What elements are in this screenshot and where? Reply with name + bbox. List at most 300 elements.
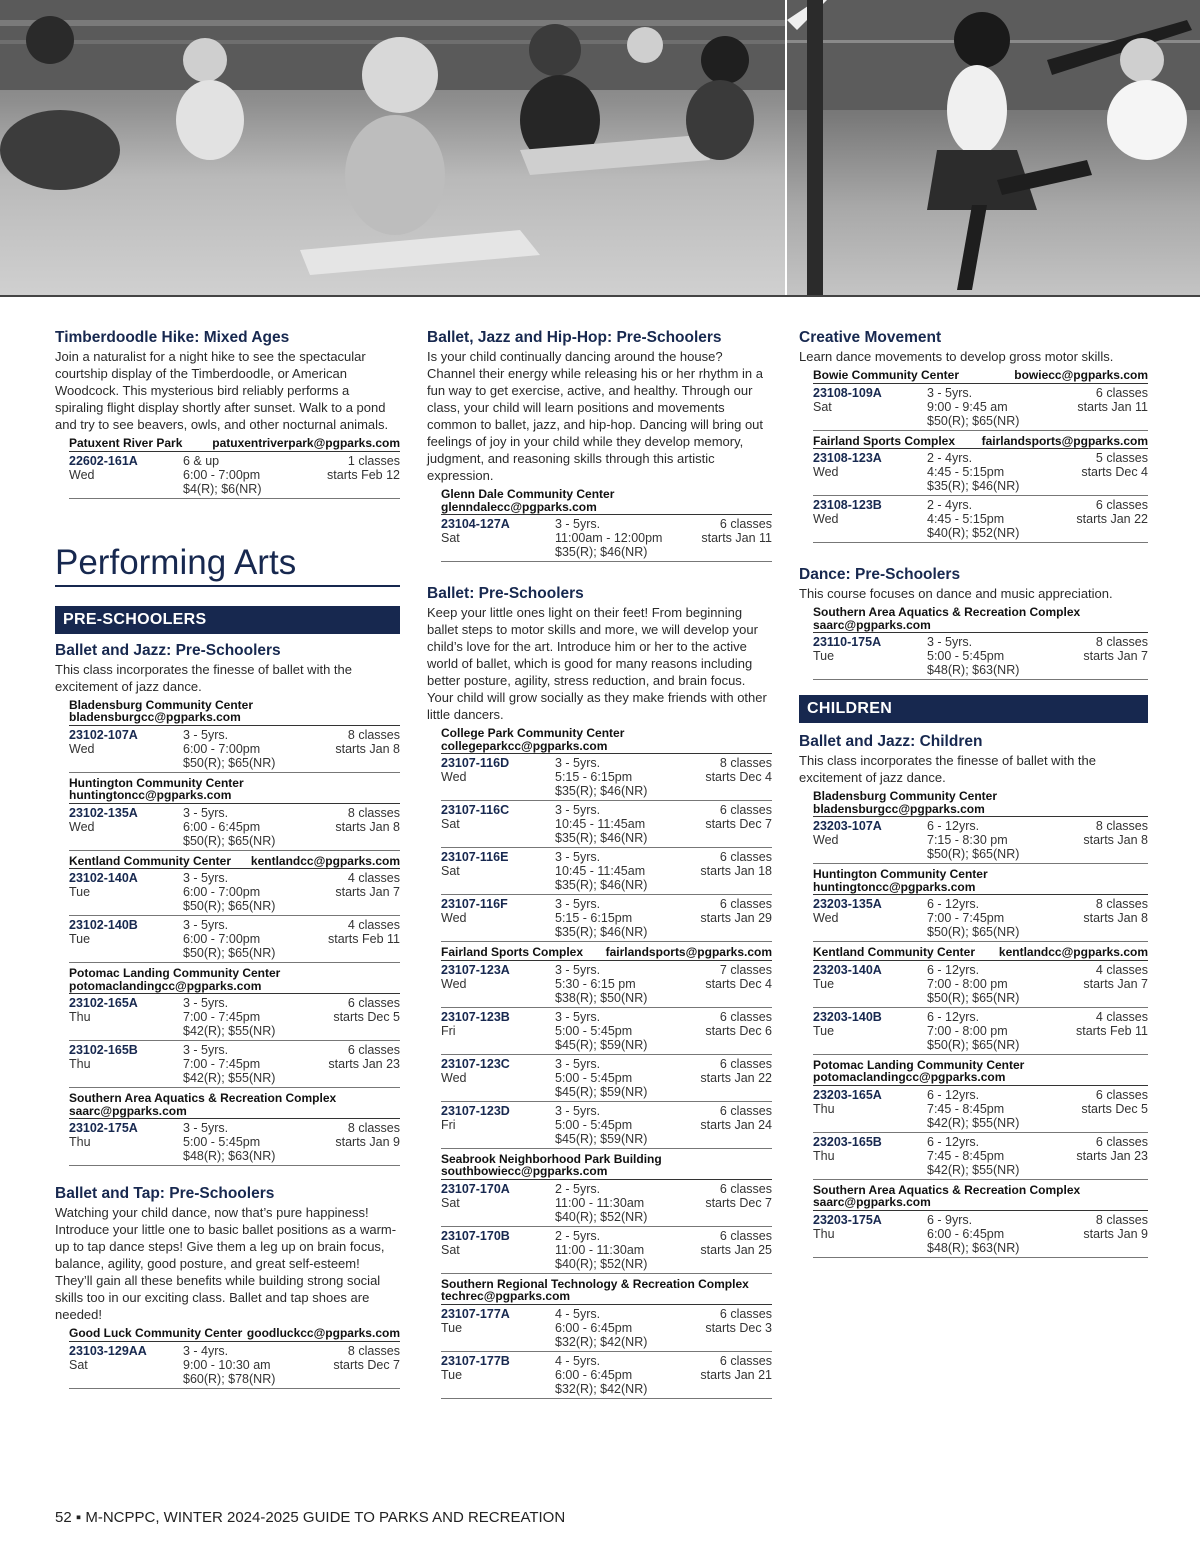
session-row bbox=[441, 1352, 772, 1399]
session-fee: $50(R); $65(NR) bbox=[927, 847, 1020, 861]
session-code: 23104-127A bbox=[441, 517, 510, 531]
session-fee: $4(R); $6(NR) bbox=[183, 481, 262, 496]
location-email[interactable]: potomaclandingcc@pgparks.com bbox=[813, 1070, 1006, 1084]
program-creative-movement bbox=[799, 328, 1148, 543]
session-ages: 2 - 5yrs. bbox=[555, 1228, 601, 1243]
session-fee: $38(R); $50(NR) bbox=[555, 990, 648, 1005]
session-time: 6:00 - 6:45pm bbox=[927, 1226, 1005, 1241]
session-fee: $35(R); $46(NR) bbox=[555, 545, 648, 559]
session-start: starts Jan 11 bbox=[701, 531, 772, 545]
location-name: Good Luck Community Center bbox=[69, 1326, 243, 1340]
session-time: 7:00 - 8:00 pm bbox=[927, 976, 1008, 991]
session-day: Tue bbox=[69, 932, 91, 946]
session-count: 6 classes bbox=[719, 517, 772, 531]
location-email[interactable]: huntingtoncc@pgparks.com bbox=[813, 879, 976, 894]
session-time: 7:00 - 7:45pm bbox=[183, 1057, 261, 1071]
session-start: starts Jan 7 bbox=[1083, 976, 1148, 991]
session-count: 8 classes bbox=[719, 756, 772, 770]
session-code: 23203-165B bbox=[813, 1134, 882, 1149]
program-ballet-jazz-hiphop bbox=[427, 328, 772, 562]
session-day: Tue bbox=[813, 649, 835, 663]
session-count: 6 classes bbox=[719, 1009, 772, 1024]
session-start: starts Feb 12 bbox=[327, 467, 400, 482]
session-row bbox=[69, 452, 400, 499]
location-name: Kentland Community Center bbox=[69, 853, 232, 868]
session-code: 23203-107A bbox=[813, 819, 882, 833]
session-start: starts Feb 11 bbox=[1075, 1023, 1148, 1038]
session-time: 7:00 - 8:00 pm bbox=[927, 1023, 1008, 1038]
location-header bbox=[69, 1092, 400, 1119]
session-fee: $50(R); $65(NR) bbox=[183, 946, 276, 960]
session-row bbox=[69, 994, 400, 1041]
session-day: Tue bbox=[813, 1023, 835, 1038]
session-time: 6:00 - 6:45pm bbox=[555, 1320, 633, 1335]
session-row bbox=[441, 961, 772, 1008]
session-row bbox=[813, 1133, 1148, 1180]
session-count: 1 classes bbox=[347, 453, 400, 468]
program-title: Timberdoodle Hike: Mixed Ages bbox=[55, 329, 290, 346]
session-row bbox=[441, 1008, 772, 1055]
session-row bbox=[69, 916, 400, 963]
session-fee: $42(R); $55(NR) bbox=[927, 1115, 1020, 1130]
session-time: 7:45 - 8:45pm bbox=[927, 1101, 1005, 1116]
program-description: Learn dance movements to develop gross motor skills. bbox=[799, 349, 1114, 364]
session-start: starts Jan 18 bbox=[700, 864, 772, 878]
session-fee: $40(R); $52(NR) bbox=[927, 526, 1020, 540]
location-email[interactable]: glenndalecc@pgparks.com bbox=[441, 499, 597, 514]
program-listing bbox=[813, 369, 1148, 543]
session-time: 6:00 - 7:00pm bbox=[183, 467, 261, 482]
session-code: 23107-116C bbox=[441, 803, 510, 817]
session-count: 6 classes bbox=[719, 1306, 772, 1321]
session-ages: 3 - 5yrs. bbox=[555, 962, 601, 977]
session-day: Fri bbox=[441, 1117, 456, 1132]
session-code: 23102-107A bbox=[69, 727, 138, 742]
session-time: 5:15 - 6:15pm bbox=[555, 770, 633, 784]
session-code: 23203-135A bbox=[813, 897, 882, 911]
session-ages: 3 - 5yrs. bbox=[183, 918, 229, 932]
program-description: Keep your little ones light on their feet! From beginning ballet steps to motor skills and more, we will develop your child’s love for the art. Introduce him or her to the active world of ballet, which is good for many reasons including better posture, agility, stress reduction, and brain focus. Your child will grow socially as they make friends with other little dancers. bbox=[427, 605, 767, 722]
session-code: 23107-123D bbox=[441, 1103, 510, 1118]
location-name: College Park Community Center bbox=[441, 726, 625, 740]
session-fee: $50(R); $65(NR) bbox=[927, 1037, 1020, 1052]
session-fee: $32(R); $42(NR) bbox=[555, 1381, 648, 1396]
location-name: Southern Area Aquatics & Recreation Complex bbox=[813, 605, 1081, 619]
session-code: 23107-177B bbox=[441, 1353, 510, 1368]
session-fee: $60(R); $78(NR) bbox=[183, 1371, 276, 1386]
session-time: 5:30 - 6:15 pm bbox=[555, 976, 636, 991]
location-name: Southern Regional Technology & Recreation Complex bbox=[441, 1276, 749, 1291]
location-email[interactable]: patuxentriverpark@pgparks.com bbox=[212, 436, 400, 450]
session-day: Sat bbox=[441, 864, 460, 878]
session-fee: $35(R); $46(NR) bbox=[555, 925, 648, 939]
session-code: 23203-175A bbox=[813, 1212, 882, 1227]
session-start: starts Dec 7 bbox=[705, 817, 772, 831]
session-ages: 3 - 5yrs. bbox=[555, 850, 601, 864]
program-ballet-preschoolers bbox=[427, 584, 772, 1399]
session-time: 11:00 - 11:30am bbox=[555, 1242, 645, 1257]
session-row bbox=[441, 895, 772, 942]
session-day: Wed bbox=[813, 512, 839, 526]
session-ages: 2 - 5yrs. bbox=[555, 1181, 601, 1196]
session-time: 9:00 - 10:30 am bbox=[183, 1357, 271, 1372]
location-email[interactable]: techrec@pgparks.com bbox=[441, 1289, 571, 1303]
session-time: 5:00 - 5:45pm bbox=[555, 1117, 633, 1132]
program-description: This class incorporates the finesse of ballet with the excitement of jazz dance. bbox=[799, 753, 1096, 785]
program-description: This class incorporates the finesse of ballet with the excitement of jazz dance. bbox=[55, 661, 352, 694]
session-time: 7:00 - 7:45pm bbox=[183, 1010, 261, 1024]
session-count: 8 classes bbox=[1095, 819, 1148, 833]
age-band-preschoolers: PRE-SCHOOLERS bbox=[55, 606, 400, 634]
session-fee: $48(R); $63(NR) bbox=[927, 1240, 1020, 1255]
session-code: 23107-123A bbox=[441, 962, 510, 977]
program-timberdoodle-hike bbox=[55, 328, 400, 499]
session-day: Wed bbox=[813, 833, 839, 847]
session-start: starts Dec 3 bbox=[705, 1320, 772, 1335]
session-ages: 3 - 5yrs. bbox=[183, 871, 229, 885]
location-email[interactable]: potomaclandingcc@pgparks.com bbox=[69, 978, 262, 993]
session-ages: 3 - 5yrs. bbox=[555, 803, 601, 817]
session-row bbox=[441, 515, 772, 562]
program-description: This course focuses on dance and music appreciation. bbox=[799, 586, 1113, 601]
program-description: Is your child continually dancing around the house? Channel their energy while releasing his or her rhythm in a fun way to get exercise, active, and healthy. Through our class, your child will learn positions and movements common to ballet, jazz, and hip-hop. Dancing will bring out feelings of joy in your child while they develop memory, judgment, and reasoning skills through this artistic expression. bbox=[427, 349, 764, 483]
session-day: Sat bbox=[441, 817, 460, 831]
location-email[interactable]: huntingtoncc@pgparks.com bbox=[69, 788, 232, 802]
session-ages: 3 - 5yrs. bbox=[183, 1043, 229, 1057]
session-ages: 3 - 5yrs. bbox=[555, 1056, 601, 1071]
session-day: Wed bbox=[813, 465, 839, 479]
session-count: 5 classes bbox=[1095, 451, 1148, 465]
session-row bbox=[813, 1211, 1148, 1258]
session-ages: 4 - 5yrs. bbox=[555, 1306, 601, 1321]
program-ballet-jazz-preschoolers bbox=[55, 641, 400, 1167]
session-row bbox=[69, 1119, 400, 1166]
session-ages: 3 - 5yrs. bbox=[555, 1009, 601, 1024]
session-count: 6 classes bbox=[347, 996, 400, 1010]
location-email[interactable]: collegeparkcc@pgparks.com bbox=[441, 738, 608, 753]
session-start: starts Dec 4 bbox=[1081, 465, 1148, 479]
session-time: 4:45 - 5:15pm bbox=[927, 512, 1005, 526]
location-name: Fairland Sports Complex bbox=[441, 945, 584, 959]
session-code: 22602-161A bbox=[69, 453, 138, 468]
session-ages: 3 - 5yrs. bbox=[927, 635, 973, 649]
location-header bbox=[69, 699, 400, 726]
session-time: 4:45 - 5:15pm bbox=[927, 465, 1005, 479]
location-email[interactable]: kentlandcc@pgparks.com bbox=[250, 853, 400, 868]
session-fee: $32(R); $42(NR) bbox=[555, 1334, 648, 1349]
location-header bbox=[813, 946, 1148, 961]
session-fee: $50(R); $65(NR) bbox=[183, 899, 276, 913]
session-row bbox=[441, 801, 772, 848]
session-day: Sat bbox=[69, 1357, 88, 1372]
session-count: 6 classes bbox=[719, 1228, 772, 1243]
session-start: starts Jan 8 bbox=[335, 741, 400, 756]
session-row bbox=[813, 384, 1148, 431]
session-ages: 6 - 9yrs. bbox=[927, 1212, 973, 1227]
session-fee: $50(R); $65(NR) bbox=[927, 925, 1020, 939]
session-time: 6:00 - 6:45pm bbox=[183, 819, 261, 834]
session-time: 6:00 - 7:00pm bbox=[183, 741, 261, 756]
session-time: 10:45 - 11:45am bbox=[555, 817, 646, 831]
session-count: 4 classes bbox=[347, 871, 400, 885]
session-start: starts Dec 7 bbox=[705, 1195, 772, 1210]
session-count: 6 classes bbox=[719, 1353, 772, 1368]
location-header bbox=[441, 946, 772, 961]
session-fee: $45(R); $59(NR) bbox=[555, 1037, 648, 1052]
session-row bbox=[441, 754, 772, 801]
session-code: 23110-175A bbox=[813, 635, 882, 649]
program-title: Ballet, Jazz and Hip-Hop: Pre-Schoolers bbox=[427, 329, 722, 346]
session-row bbox=[441, 848, 772, 895]
session-ages: 6 - 12yrs. bbox=[927, 962, 980, 977]
session-start: starts Jan 21 bbox=[700, 1367, 772, 1382]
session-code: 23203-165A bbox=[813, 1087, 882, 1102]
location-name: Huntington Community Center bbox=[69, 775, 244, 790]
session-code: 23102-165B bbox=[69, 1043, 138, 1057]
session-ages: 3 - 5yrs. bbox=[183, 805, 229, 820]
session-code: 23108-123B bbox=[813, 498, 882, 512]
session-fee: $45(R); $59(NR) bbox=[555, 1131, 648, 1146]
session-count: 7 classes bbox=[719, 962, 772, 977]
location-email[interactable]: southbowiecc@pgparks.com bbox=[441, 1164, 608, 1178]
session-fee: $48(R); $63(NR) bbox=[183, 1149, 276, 1163]
session-ages: 3 - 5yrs. bbox=[183, 996, 229, 1010]
location-email[interactable]: saarc@pgparks.com bbox=[813, 617, 931, 632]
column-1 bbox=[55, 328, 400, 1389]
session-day: Wed bbox=[441, 976, 467, 991]
session-code: 23107-116F bbox=[441, 897, 508, 911]
session-start: starts Jan 25 bbox=[700, 1242, 772, 1257]
session-row bbox=[441, 1055, 772, 1102]
session-start: starts Jan 24 bbox=[700, 1117, 772, 1132]
session-day: Tue bbox=[441, 1367, 463, 1382]
session-code: 23102-175A bbox=[69, 1121, 138, 1135]
session-day: Wed bbox=[441, 1070, 467, 1085]
location-name: Bowie Community Center bbox=[813, 368, 960, 382]
location-email[interactable]: bowiecc@pgparks.com bbox=[1014, 368, 1148, 382]
session-day: Wed bbox=[813, 911, 839, 925]
session-fee: $35(R); $46(NR) bbox=[927, 479, 1020, 493]
session-code: 23107-177A bbox=[441, 1306, 510, 1321]
location-header bbox=[69, 967, 400, 994]
session-time: 5:00 - 5:45pm bbox=[927, 649, 1005, 663]
session-count: 8 classes bbox=[1095, 635, 1148, 649]
session-time: 11:00am - 12:00pm bbox=[555, 531, 663, 545]
session-row bbox=[813, 1008, 1148, 1055]
session-start: starts Jan 23 bbox=[328, 1057, 400, 1071]
session-row bbox=[69, 726, 400, 773]
session-ages: 6 - 12yrs. bbox=[927, 1009, 980, 1024]
session-day: Wed bbox=[441, 770, 467, 784]
session-start: starts Jan 11 bbox=[1077, 399, 1148, 414]
program-title: Ballet: Pre-Schoolers bbox=[427, 585, 584, 602]
session-ages: 3 - 5yrs. bbox=[927, 385, 973, 400]
session-time: 5:00 - 5:45pm bbox=[183, 1135, 261, 1149]
session-day: Wed bbox=[69, 467, 95, 482]
location-header bbox=[813, 1184, 1148, 1211]
session-ages: 6 - 12yrs. bbox=[927, 1087, 980, 1102]
session-ages: 6 - 12yrs. bbox=[927, 819, 980, 833]
session-row bbox=[69, 1041, 400, 1088]
session-day: Thu bbox=[69, 1010, 91, 1024]
photo-children-stretching bbox=[0, 0, 785, 295]
session-start: starts Dec 5 bbox=[1081, 1101, 1148, 1116]
location-name: Bladensburg Community Center bbox=[69, 697, 254, 712]
session-start: starts Dec 5 bbox=[333, 1010, 400, 1024]
session-row bbox=[813, 961, 1148, 1008]
session-count: 8 classes bbox=[1095, 897, 1148, 911]
session-start: starts Jan 22 bbox=[1076, 512, 1148, 526]
location-header bbox=[69, 777, 400, 804]
session-count: 8 classes bbox=[1095, 1212, 1148, 1227]
session-start: starts Jan 8 bbox=[335, 819, 400, 834]
session-count: 6 classes bbox=[719, 1181, 772, 1196]
program-title: Ballet and Jazz: Children bbox=[799, 733, 983, 750]
session-start: starts Jan 9 bbox=[1083, 1226, 1148, 1241]
session-fee: $50(R); $65(NR) bbox=[183, 833, 276, 848]
session-ages: 2 - 4yrs. bbox=[927, 498, 973, 512]
session-count: 4 classes bbox=[1095, 962, 1148, 977]
session-fee: $45(R); $59(NR) bbox=[555, 1084, 648, 1099]
location-header bbox=[813, 435, 1148, 450]
location-name: Bladensburg Community Center bbox=[813, 789, 998, 803]
location-email[interactable]: saarc@pgparks.com bbox=[69, 1103, 187, 1118]
session-fee: $50(R); $65(NR) bbox=[927, 413, 1020, 428]
session-count: 6 classes bbox=[1095, 385, 1148, 400]
session-count: 8 classes bbox=[347, 1343, 400, 1358]
location-header bbox=[813, 1059, 1148, 1086]
session-day: Wed bbox=[441, 911, 467, 925]
session-fee: $42(R); $55(NR) bbox=[183, 1071, 276, 1085]
session-row bbox=[813, 1086, 1148, 1133]
session-day: Tue bbox=[441, 1320, 463, 1335]
session-ages: 6 - 12yrs. bbox=[927, 897, 980, 911]
session-day: Sat bbox=[441, 1195, 460, 1210]
session-count: 8 classes bbox=[347, 805, 400, 820]
session-day: Thu bbox=[813, 1148, 835, 1163]
session-row bbox=[69, 804, 400, 851]
program-listing bbox=[69, 437, 400, 499]
session-code: 23102-165A bbox=[69, 996, 138, 1010]
session-day: Thu bbox=[813, 1101, 835, 1116]
session-start: starts Jan 22 bbox=[700, 1070, 772, 1085]
location-email[interactable]: fairlandsports@pgparks.com bbox=[605, 945, 772, 959]
program-title: Creative Movement bbox=[799, 329, 942, 346]
location-email[interactable]: kentlandcc@pgparks.com bbox=[998, 945, 1148, 959]
location-header bbox=[813, 606, 1148, 633]
session-ages: 6 & up bbox=[183, 453, 220, 468]
session-ages: 4 - 5yrs. bbox=[555, 1353, 601, 1368]
location-email[interactable]: goodluckcc@pgparks.com bbox=[246, 1326, 400, 1340]
program-listing bbox=[813, 606, 1148, 680]
location-name: Glenn Dale Community Center bbox=[441, 487, 615, 501]
location-email[interactable]: saarc@pgparks.com bbox=[813, 1195, 931, 1209]
session-ages: 6 - 12yrs. bbox=[927, 1134, 980, 1149]
location-email[interactable]: bladensburgcc@pgparks.com bbox=[69, 710, 241, 724]
session-count: 6 classes bbox=[719, 1103, 772, 1118]
session-fee: $50(R); $65(NR) bbox=[927, 990, 1020, 1005]
session-count: 6 classes bbox=[719, 850, 772, 864]
session-day: Thu bbox=[813, 1226, 835, 1241]
location-name: Huntington Community Center bbox=[813, 867, 988, 881]
location-name: Patuxent River Park bbox=[69, 436, 183, 450]
session-fee: $35(R); $46(NR) bbox=[555, 784, 648, 798]
location-header bbox=[69, 1327, 400, 1342]
session-start: starts Jan 8 bbox=[1083, 833, 1148, 847]
session-row bbox=[813, 449, 1148, 496]
location-header bbox=[813, 369, 1148, 384]
session-row bbox=[69, 869, 400, 916]
session-day: Thu bbox=[69, 1135, 91, 1149]
session-ages: 3 - 5yrs. bbox=[183, 727, 229, 742]
session-row bbox=[813, 496, 1148, 543]
session-code: 23108-109A bbox=[813, 385, 882, 400]
session-time: 7:45 - 8:45pm bbox=[927, 1148, 1005, 1163]
page-footer: 52 ▪ M-NCPPC, WINTER 2024-2025 GUIDE TO PARKS AND RECREATION bbox=[55, 1509, 566, 1526]
age-band-children: CHILDREN bbox=[799, 695, 1148, 723]
session-count: 6 classes bbox=[719, 897, 772, 911]
location-header bbox=[441, 1278, 772, 1305]
session-count: 8 classes bbox=[347, 1121, 400, 1135]
session-count: 6 classes bbox=[719, 803, 772, 817]
session-fee: $42(R); $55(NR) bbox=[927, 1162, 1020, 1177]
program-description: Watching your child dance, now that’s pure happiness! Introduce your little one to basic ballet positions as a warm-up to tap dance steps! Give them a leg up on brain focus, balance, agility, good posture, and great self-esteem! They’ll gain all these benefits while building strong social skills too in our exciting class. Ballet and tap shoes are needed! bbox=[55, 1205, 397, 1322]
section-title: Performing Arts bbox=[55, 543, 400, 587]
program-listing bbox=[441, 727, 772, 1399]
session-start: starts Jan 8 bbox=[1083, 911, 1148, 925]
location-header bbox=[69, 855, 400, 870]
session-ages: 3 - 5yrs. bbox=[555, 517, 601, 531]
session-ages: 2 - 4yrs. bbox=[927, 451, 973, 465]
session-start: starts Jan 23 bbox=[1076, 1148, 1148, 1163]
session-fee: $42(R); $55(NR) bbox=[183, 1024, 276, 1038]
location-header bbox=[441, 727, 772, 754]
session-fee: $48(R); $63(NR) bbox=[927, 663, 1020, 677]
session-time: 6:00 - 7:00pm bbox=[183, 932, 261, 946]
session-row bbox=[441, 1102, 772, 1149]
session-day: Sat bbox=[813, 399, 832, 414]
session-start: starts Dec 6 bbox=[705, 1023, 772, 1038]
location-header bbox=[441, 1153, 772, 1180]
session-code: 23107-123B bbox=[441, 1009, 510, 1024]
program-listing bbox=[441, 488, 772, 562]
location-email[interactable]: fairlandsports@pgparks.com bbox=[981, 433, 1148, 448]
session-fee: $35(R); $46(NR) bbox=[555, 878, 648, 892]
session-count: 6 classes bbox=[1095, 1134, 1148, 1149]
session-count: 6 classes bbox=[1095, 498, 1148, 512]
session-code: 23107-116D bbox=[441, 756, 510, 770]
session-row bbox=[813, 633, 1148, 680]
session-ages: 3 - 4yrs. bbox=[183, 1343, 229, 1358]
session-count: 6 classes bbox=[719, 1056, 772, 1071]
session-code: 23107-170B bbox=[441, 1228, 510, 1243]
session-ages: 3 - 5yrs. bbox=[555, 756, 601, 770]
session-ages: 3 - 5yrs. bbox=[555, 1103, 601, 1118]
session-time: 6:00 - 7:00pm bbox=[183, 885, 261, 899]
program-title: Ballet and Tap: Pre-Schoolers bbox=[55, 1185, 275, 1202]
photo-girl-dancing bbox=[787, 0, 1200, 295]
session-time: 11:00 - 11:30am bbox=[555, 1195, 645, 1210]
program-dance-preschoolers bbox=[799, 565, 1148, 680]
session-code: 23108-123A bbox=[813, 451, 882, 465]
session-start: starts Feb 11 bbox=[327, 932, 400, 946]
session-count: 6 classes bbox=[1095, 1087, 1148, 1102]
location-email[interactable]: bladensburgcc@pgparks.com bbox=[813, 801, 985, 816]
session-start: starts Jan 7 bbox=[335, 885, 400, 899]
program-description: Join a naturalist for a night hike to see the spectacular courtship display of the Timberdoodle, or American Woodcock. This mysterious bird reliably performs a spiraling flight display shortly after sunset. Walk to a pond and try to see beavers, owls, and other nocturnal animals. bbox=[55, 349, 389, 432]
session-count: 8 classes bbox=[347, 727, 400, 742]
session-code: 23102-140B bbox=[69, 918, 138, 932]
